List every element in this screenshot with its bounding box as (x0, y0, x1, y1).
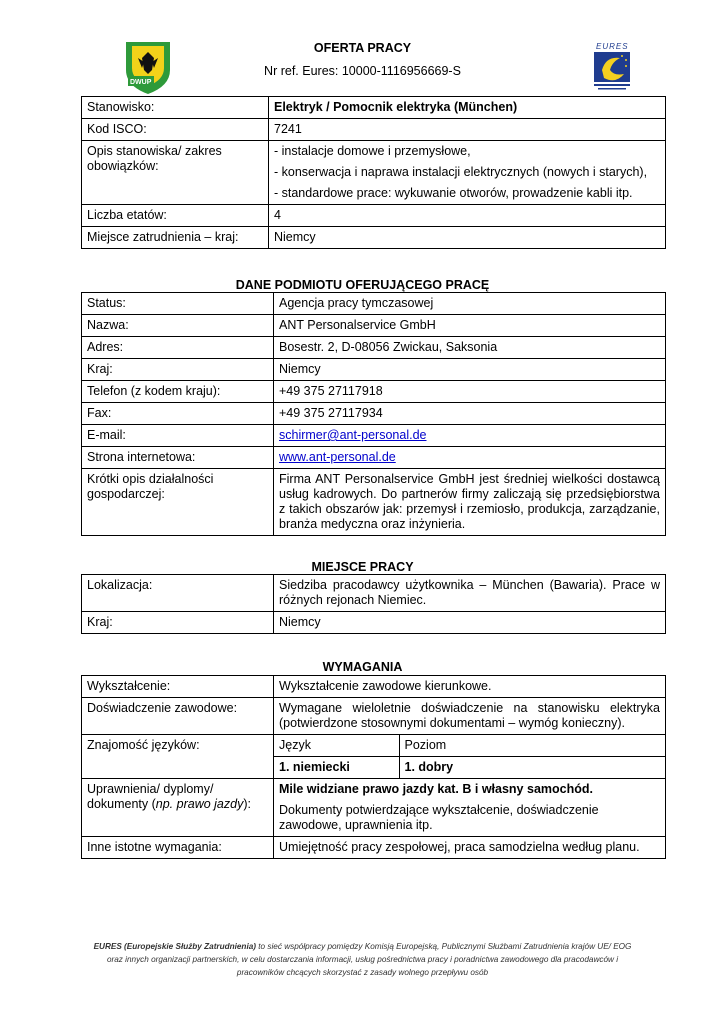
employer-website-cell (274, 447, 666, 469)
row-label: Doświadczenie zawodowe: (82, 698, 274, 735)
table-row (82, 205, 666, 227)
table-row (82, 575, 666, 612)
language-header: Język (274, 735, 399, 757)
workplace-table (81, 574, 666, 634)
table-row (82, 447, 666, 469)
table-row (82, 612, 666, 634)
row-label: Lokalizacja: (82, 575, 274, 612)
employer-email-cell (274, 425, 666, 447)
positions-count: 4 (269, 205, 666, 227)
reference-number: Nr ref. Eures: 10000-1116956669-S (264, 64, 461, 78)
row-label: E-mail: (82, 425, 274, 447)
table-row (82, 779, 666, 837)
row-label: Znajomość języków: (82, 735, 274, 779)
row-label: Opis stanowiska/ zakres obowiązków: (82, 141, 269, 205)
row-label: Strona internetowa: (82, 447, 274, 469)
row-label: Kraj: (82, 359, 274, 381)
svg-text:EURES: EURES (596, 42, 629, 51)
row-label: Wykształcenie: (82, 676, 274, 698)
document-title: OFERTA PRACY (313, 41, 412, 55)
row-label: Liczba etatów: (82, 205, 269, 227)
table-row (82, 97, 666, 119)
row-label: Stanowisko: (82, 97, 269, 119)
job-table (81, 96, 666, 249)
workplace-location: Siedziba pracodawcy użytkownika – München (Bawaria). Prace w różnych rejonach Niemiec. (274, 575, 666, 612)
row-label: Inne istotne wymagania: (82, 837, 274, 859)
requirements-table (81, 675, 666, 859)
table-row (82, 425, 666, 447)
employer-name: ANT Personalservice GmbH (274, 315, 666, 337)
level-header: Poziom (399, 735, 665, 757)
table-row (82, 315, 666, 337)
languages-table (274, 735, 665, 778)
row-label: Miejsce zatrudnienia – kraj: (82, 227, 269, 249)
svg-text:DWUP: DWUP (130, 79, 152, 86)
work-country: Niemcy (269, 227, 666, 249)
row-label: Status: (82, 293, 274, 315)
experience-value: Wymagane wieloletnie doświadczenie na stanowisku elektryka (potwierdzone stosownymi dokumentami – wymóg konieczny). (274, 698, 666, 735)
row-label: Kraj: (82, 612, 274, 634)
description-line: - instalacje domowe i przemysłowe, (274, 144, 471, 158)
licenses-value (274, 779, 666, 837)
table-row (82, 676, 666, 698)
table-row (82, 403, 666, 425)
table-row (82, 735, 666, 779)
job-position: Elektryk / Pomocnik elektryka (München) (269, 97, 666, 119)
row-label: Nazwa: (82, 315, 274, 337)
website-link[interactable]: www.ant-personal.de (279, 450, 396, 464)
licenses-line: Dokumenty potwierdzające wykształcenie, doświadczenie zawodowe, uprawnienia itp. (279, 803, 599, 832)
table-row (82, 469, 666, 536)
language-value: 1. niemiecki (274, 757, 399, 779)
workplace-country: Niemcy (274, 612, 666, 634)
employer-country: Niemcy (274, 359, 666, 381)
table-row (82, 227, 666, 249)
table-row (82, 293, 666, 315)
row-label: Adres: (82, 337, 274, 359)
isco-code: 7241 (269, 119, 666, 141)
employer-description: Firma ANT Personalservice GmbH jest średniej wielkości dostawcą usług kadrowych. Do partnerów firmy zaliczają się przedsiębiorstwa z takich obszarów jak: przemysł i rzemiosło, produkcja, zarządzanie, branża medyczna oraz inżynieria. (274, 469, 666, 536)
requirements-section-title: WYMAGANIA (322, 660, 403, 674)
table-row (82, 381, 666, 403)
row-label: Krótki opis działalności gospodarczej: (82, 469, 274, 536)
employer-address: Bosestr. 2, D-08056 Zwickau, Saksonia (274, 337, 666, 359)
description-line: - standardowe prace: wykuwanie otworów, prowadzenie kabli itp. (274, 186, 633, 200)
description-line: - konserwacja i naprawa instalacji elektrycznych (nowych i starych), (274, 165, 648, 179)
table-row (82, 141, 666, 205)
education-value: Wykształcenie zawodowe kierunkowe. (274, 676, 666, 698)
employer-status: Agencja pracy tymczasowej (274, 293, 666, 315)
table-row (82, 337, 666, 359)
job-description (269, 141, 666, 205)
row-label: Telefon (z kodem kraju): (82, 381, 274, 403)
table-row (82, 698, 666, 735)
other-requirements-value: Umiejętność pracy zespołowej, praca samodzielna według planu. (274, 837, 666, 859)
table-row (82, 837, 666, 859)
table-row (82, 359, 666, 381)
licenses-bold-line: Mile widziane prawo jazdy kat. B i własny samochód. (279, 782, 593, 796)
row-label: Kod ISCO: (82, 119, 269, 141)
workplace-section-title: MIEJSCE PRACY (311, 560, 414, 574)
licenses-label: Uprawnienia/ dyplomy/ dokumenty (np. prawo jazdy): (82, 779, 274, 837)
footer-note: EURES (Europejskie Służby Zatrudnienia) to sieć współpracy pomiędzy Komisją Europejską, Publicznymi Służbami Zatrudnienia krajów UE/ EOG oraz innych organizacji partnerskich, w celu dostarczania informacji, usług pośrednictwa pracy i poradnictwa zawodowego dla pracodawców i pracowników chcących skorzystać z zasady wolnego przepływu osób (93, 942, 632, 977)
languages-cell (274, 735, 666, 779)
table-row (82, 119, 666, 141)
employer-table (81, 292, 666, 536)
employer-section-title: DANE PODMIOTU OFERUJĄCEGO PRACĘ (235, 278, 490, 292)
row-label: Fax: (82, 403, 274, 425)
email-link[interactable]: schirmer@ant-personal.de (279, 428, 427, 442)
level-value: 1. dobry (399, 757, 665, 779)
employer-phone: +49 375 27117918 (274, 381, 666, 403)
employer-fax: +49 375 27117934 (274, 403, 666, 425)
